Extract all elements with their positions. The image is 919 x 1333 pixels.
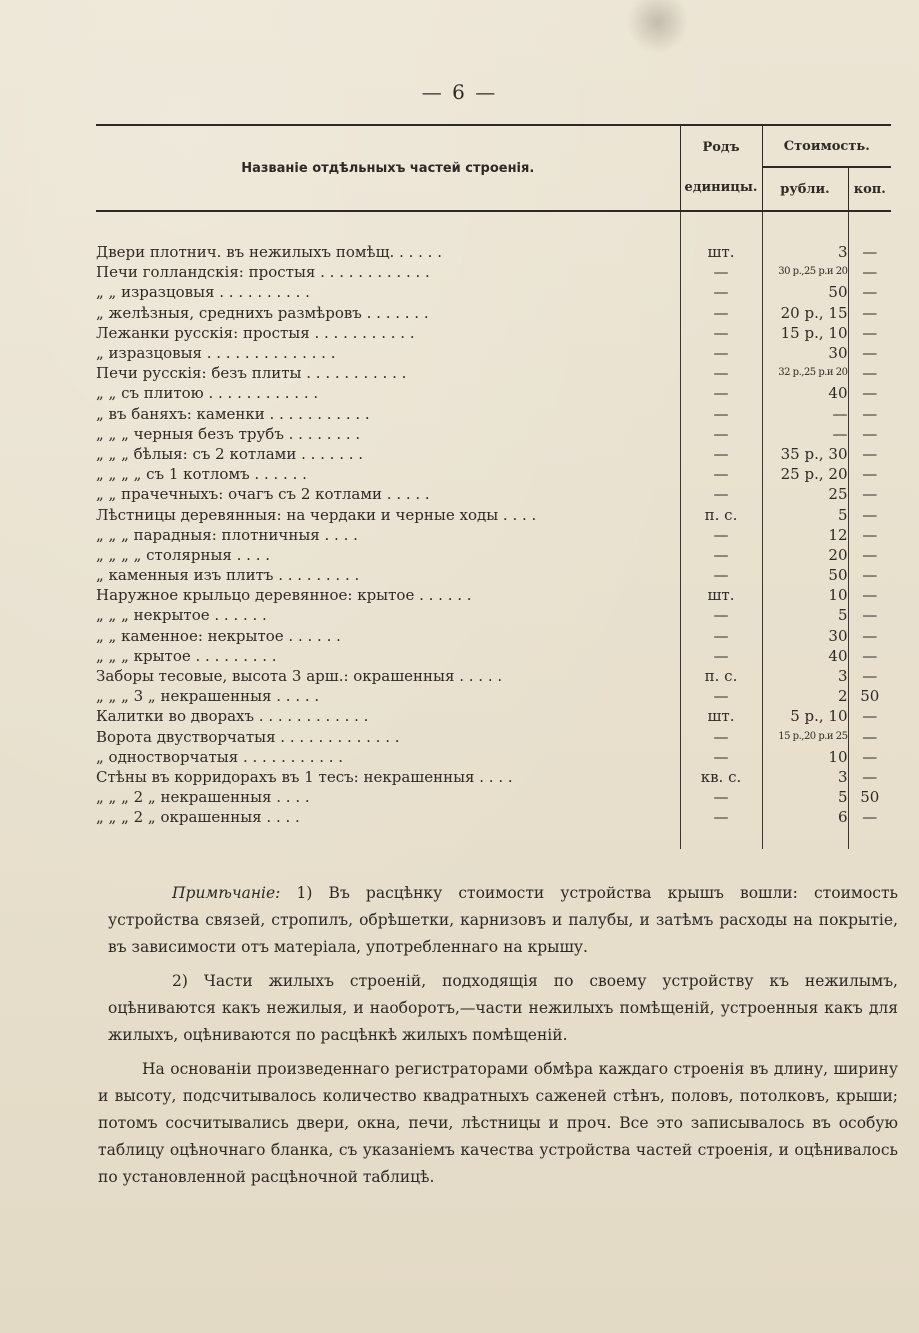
item-kop: — (862, 727, 878, 746)
item-unit: — (680, 383, 762, 403)
item-name: „ „ „ „ съ 1 котломъ . . . . . . (96, 465, 307, 484)
table-row (96, 545, 891, 565)
item-rub: 15 р.,20 р.и 25 (762, 727, 848, 747)
item-rub: 2 (762, 686, 848, 706)
item-kop: — (862, 243, 878, 262)
item-kop: — (862, 323, 878, 342)
item-kop: — (862, 485, 878, 504)
table-row (96, 424, 891, 444)
note-label: Примѣчаніе: (172, 884, 281, 902)
table-row (96, 464, 891, 484)
item-name: „ „ съ плитою . . . . . . . . . . . . (96, 384, 319, 403)
item-name: „ „ „ некрытое . . . . . . (96, 606, 267, 625)
item-rub: 3 (762, 767, 848, 787)
item-kop: — (862, 586, 878, 605)
table-row (96, 727, 891, 747)
table-row (96, 565, 891, 585)
item-name: „ „ „ „ столярныя . . . . (96, 545, 271, 564)
spacer-cell (680, 211, 762, 242)
item-rub: 5 (762, 504, 848, 524)
item-name: „ „ „ крытое . . . . . . . . . (96, 646, 277, 665)
item-rub: 32 р.,25 р.и 20 (762, 363, 848, 383)
item-name: „ „ прачечныхъ: очагъ съ 2 котлами . . . . . (96, 485, 430, 504)
table-row (96, 504, 891, 524)
item-kop: — (862, 525, 878, 544)
item-rub: 20 (762, 545, 848, 565)
item-kop: — (862, 424, 878, 443)
table-row (96, 686, 891, 706)
table-row (96, 747, 891, 767)
header-cost: Стоимость. (762, 125, 891, 167)
item-rub: 20 р., 15 (762, 303, 848, 323)
item-kop: — (862, 646, 878, 665)
note-1-text: 1) Въ расцѣнку стоимости устройства крышъ вошли: стоимость устройства связей, стропилъ, обрѣшетки, карнизовъ и палубы, и затѣмъ расходы на покрытіе, въ зависимости отъ матеріала, употребленнаго на крышу. (108, 884, 898, 956)
item-kop: — (862, 283, 878, 302)
spacer-cell (848, 211, 891, 242)
item-kop: — (862, 505, 878, 524)
tail-cell (680, 827, 762, 849)
table-row (96, 605, 891, 625)
item-kop: — (862, 808, 878, 827)
item-kop: — (862, 384, 878, 403)
item-unit: шт. (680, 585, 762, 605)
table-row (96, 807, 891, 827)
item-kop: — (862, 667, 878, 686)
table-row (96, 282, 891, 302)
item-name: Стѣны въ корридорахъ въ 1 тесъ: некрашенныя . . . . (96, 767, 513, 786)
item-name: Наружное крыльцо деревянное: крытое . . . . . . (96, 586, 472, 605)
item-unit: — (680, 727, 762, 747)
table-row (96, 343, 891, 363)
price-table (96, 124, 891, 849)
item-unit: — (680, 464, 762, 484)
item-name: „ каменныя изъ плитъ . . . . . . . . . (96, 566, 360, 585)
item-name: „ „ „ парадныя: плотничныя . . . . (96, 525, 358, 544)
item-rub: 40 (762, 646, 848, 666)
paragraph (98, 1056, 898, 1191)
item-unit: — (680, 626, 762, 646)
item-name: „ одностворчатыя . . . . . . . . . . . (96, 747, 344, 766)
item-unit: — (680, 303, 762, 323)
item-unit: — (680, 787, 762, 807)
item-unit: — (680, 747, 762, 767)
item-name: Двери плотнич. въ нежилыхъ помѣщ. . . . . . (96, 243, 442, 262)
header-unit-label: Родъ единицы. (684, 140, 758, 195)
item-unit: шт. (680, 706, 762, 726)
item-unit: шт. (680, 242, 762, 262)
paper-stain (628, 0, 688, 55)
table-row (96, 383, 891, 403)
item-rub: 3 (762, 242, 848, 262)
item-kop: — (862, 364, 878, 383)
item-kop: — (862, 566, 878, 585)
tail-cell (96, 827, 680, 849)
item-unit: кв. с. (680, 767, 762, 787)
table-row (96, 303, 891, 323)
item-name: „ „ каменное: некрытое . . . . . . (96, 626, 341, 645)
header-kop: коп. (848, 167, 891, 211)
table-row (96, 666, 891, 686)
item-kop: — (862, 404, 878, 423)
item-kop: — (862, 626, 878, 645)
item-unit: п. с. (680, 504, 762, 524)
item-unit: — (680, 565, 762, 585)
item-rub: 3 (762, 666, 848, 686)
spacer-cell (96, 211, 680, 242)
item-kop: — (862, 545, 878, 564)
item-unit: п. с. (680, 666, 762, 686)
table-body (96, 211, 891, 849)
item-kop: — (862, 303, 878, 322)
item-rub: 25 (762, 484, 848, 504)
spacer-cell (762, 211, 848, 242)
item-rub: 5 (762, 605, 848, 625)
header-rub: рубли. (762, 167, 848, 211)
item-rub: 25 р., 20 (762, 464, 848, 484)
item-name: „ „ „ бѣлыя: съ 2 котлами . . . . . . . (96, 444, 364, 463)
note-1 (108, 880, 898, 961)
item-kop: — (862, 344, 878, 363)
item-unit: — (680, 444, 762, 464)
item-name: Печи русскія: безъ плиты . . . . . . . . . . . (96, 364, 407, 383)
item-name: „ „ „ 2 „ окрашенныя . . . . (96, 808, 300, 827)
item-rub: 30 (762, 343, 848, 363)
item-unit: — (680, 282, 762, 302)
tail-cell (762, 827, 848, 849)
table-row (96, 525, 891, 545)
tail-cell (848, 827, 891, 849)
item-unit: — (680, 646, 762, 666)
item-rub: 15 р., 10 (762, 323, 848, 343)
item-name: „ „ „ 2 „ некрашенныя . . . . (96, 788, 310, 807)
item-rub: 5 р., 10 (762, 706, 848, 726)
item-unit: — (680, 484, 762, 504)
item-rub: 50 (762, 565, 848, 585)
note-2-text: 2) Части жилыхъ строеній, подходящія по своему устройству къ нежилымъ, оцѣниваются какъ нежилыя, и наоборотъ,—части нежилыхъ помѣщеній, устроенныя какъ для жилыхъ, оцѣниваются по расцѣнкѣ жилыхъ помѣщеній. (108, 972, 898, 1044)
item-name: Калитки во дворахъ . . . . . . . . . . . . (96, 707, 369, 726)
item-unit: — (680, 323, 762, 343)
header-unit (680, 125, 762, 211)
item-name: Печи голландскія: простыя . . . . . . . . . . . . (96, 263, 430, 282)
table-spacer (96, 211, 891, 242)
item-rub: 50 (762, 282, 848, 302)
table-row (96, 787, 891, 807)
item-rub: 40 (762, 383, 848, 403)
item-name: „ изразцовыя . . . . . . . . . . . . . . (96, 344, 336, 363)
item-rub: — (762, 404, 848, 424)
item-kop: — (862, 767, 878, 786)
item-rub: 10 (762, 585, 848, 605)
item-unit: — (680, 404, 762, 424)
table-tail (96, 827, 891, 849)
item-name: Ворота двустворчатыя . . . . . . . . . . . . . (96, 727, 400, 746)
table-row (96, 484, 891, 504)
item-kop: 50 (860, 687, 880, 706)
item-kop: — (862, 444, 878, 463)
item-unit: — (680, 262, 762, 282)
item-rub: 10 (762, 747, 848, 767)
item-unit: — (680, 525, 762, 545)
table-row (96, 767, 891, 787)
item-kop: — (862, 606, 878, 625)
item-unit: — (680, 343, 762, 363)
item-rub: 30 р.,25 р.и 20 (762, 262, 848, 282)
item-rub: 5 (762, 787, 848, 807)
table-row (96, 404, 891, 424)
table-row (96, 242, 891, 262)
item-rub: 6 (762, 807, 848, 827)
item-rub: 35 р., 30 (762, 444, 848, 464)
table-row (96, 444, 891, 464)
item-kop: — (862, 707, 878, 726)
table-row (96, 585, 891, 605)
item-unit: — (680, 545, 762, 565)
item-name: Заборы тесовые, высота 3 арш.: окрашенныя . . . . . (96, 667, 503, 686)
table-row (96, 646, 891, 666)
item-unit: — (680, 424, 762, 444)
item-unit: — (680, 363, 762, 383)
item-kop: — (862, 263, 878, 282)
item-kop: — (862, 747, 878, 766)
item-name: „ желѣзныя, среднихъ размѣровъ . . . . . . . (96, 303, 429, 322)
note-2 (108, 968, 898, 1049)
table-row (96, 626, 891, 646)
header-name: Названіе отдѣльныхъ частей строенія. (96, 125, 680, 211)
item-unit: — (680, 605, 762, 625)
item-rub: — (762, 424, 848, 444)
paragraph-text: На основаніи произведеннаго регистраторами обмѣра каждаго строенія въ длину, ширину и высоту, подсчитывалось количество квадратныхъ саженей стѣнъ, половъ, потолковъ, крыши; потомъ сосчитывались двери, окна, печи, лѣстницы и проч. Все это записывалось въ особую таблицу оцѣночнаго бланка, съ указаніемъ качества устройства частей строенія, и оцѣнивалось по установленной расцѣночной таблицѣ. (98, 1060, 898, 1186)
item-kop: 50 (860, 788, 880, 807)
item-unit: — (680, 686, 762, 706)
item-rub: 12 (762, 525, 848, 545)
table-row (96, 262, 891, 282)
item-kop: — (862, 465, 878, 484)
item-name: „ „ изразцовыя . . . . . . . . . . (96, 283, 310, 302)
item-rub: 30 (762, 626, 848, 646)
table-row (96, 706, 891, 726)
item-name: „ „ „ черныя безъ трубъ . . . . . . . . (96, 424, 361, 443)
page-number: — 6 — (421, 80, 498, 104)
table-row (96, 363, 891, 383)
item-unit: — (680, 807, 762, 827)
item-name: Лѣстницы деревянныя: на чердаки и черные ходы . . . . (96, 505, 537, 524)
item-name: „ „ „ 3 „ некрашенныя . . . . . (96, 687, 320, 706)
item-name: Лежанки русскія: простыя . . . . . . . . . . . (96, 323, 415, 342)
item-name: „ въ баняхъ: каменки . . . . . . . . . . . (96, 404, 370, 423)
table-row (96, 323, 891, 343)
